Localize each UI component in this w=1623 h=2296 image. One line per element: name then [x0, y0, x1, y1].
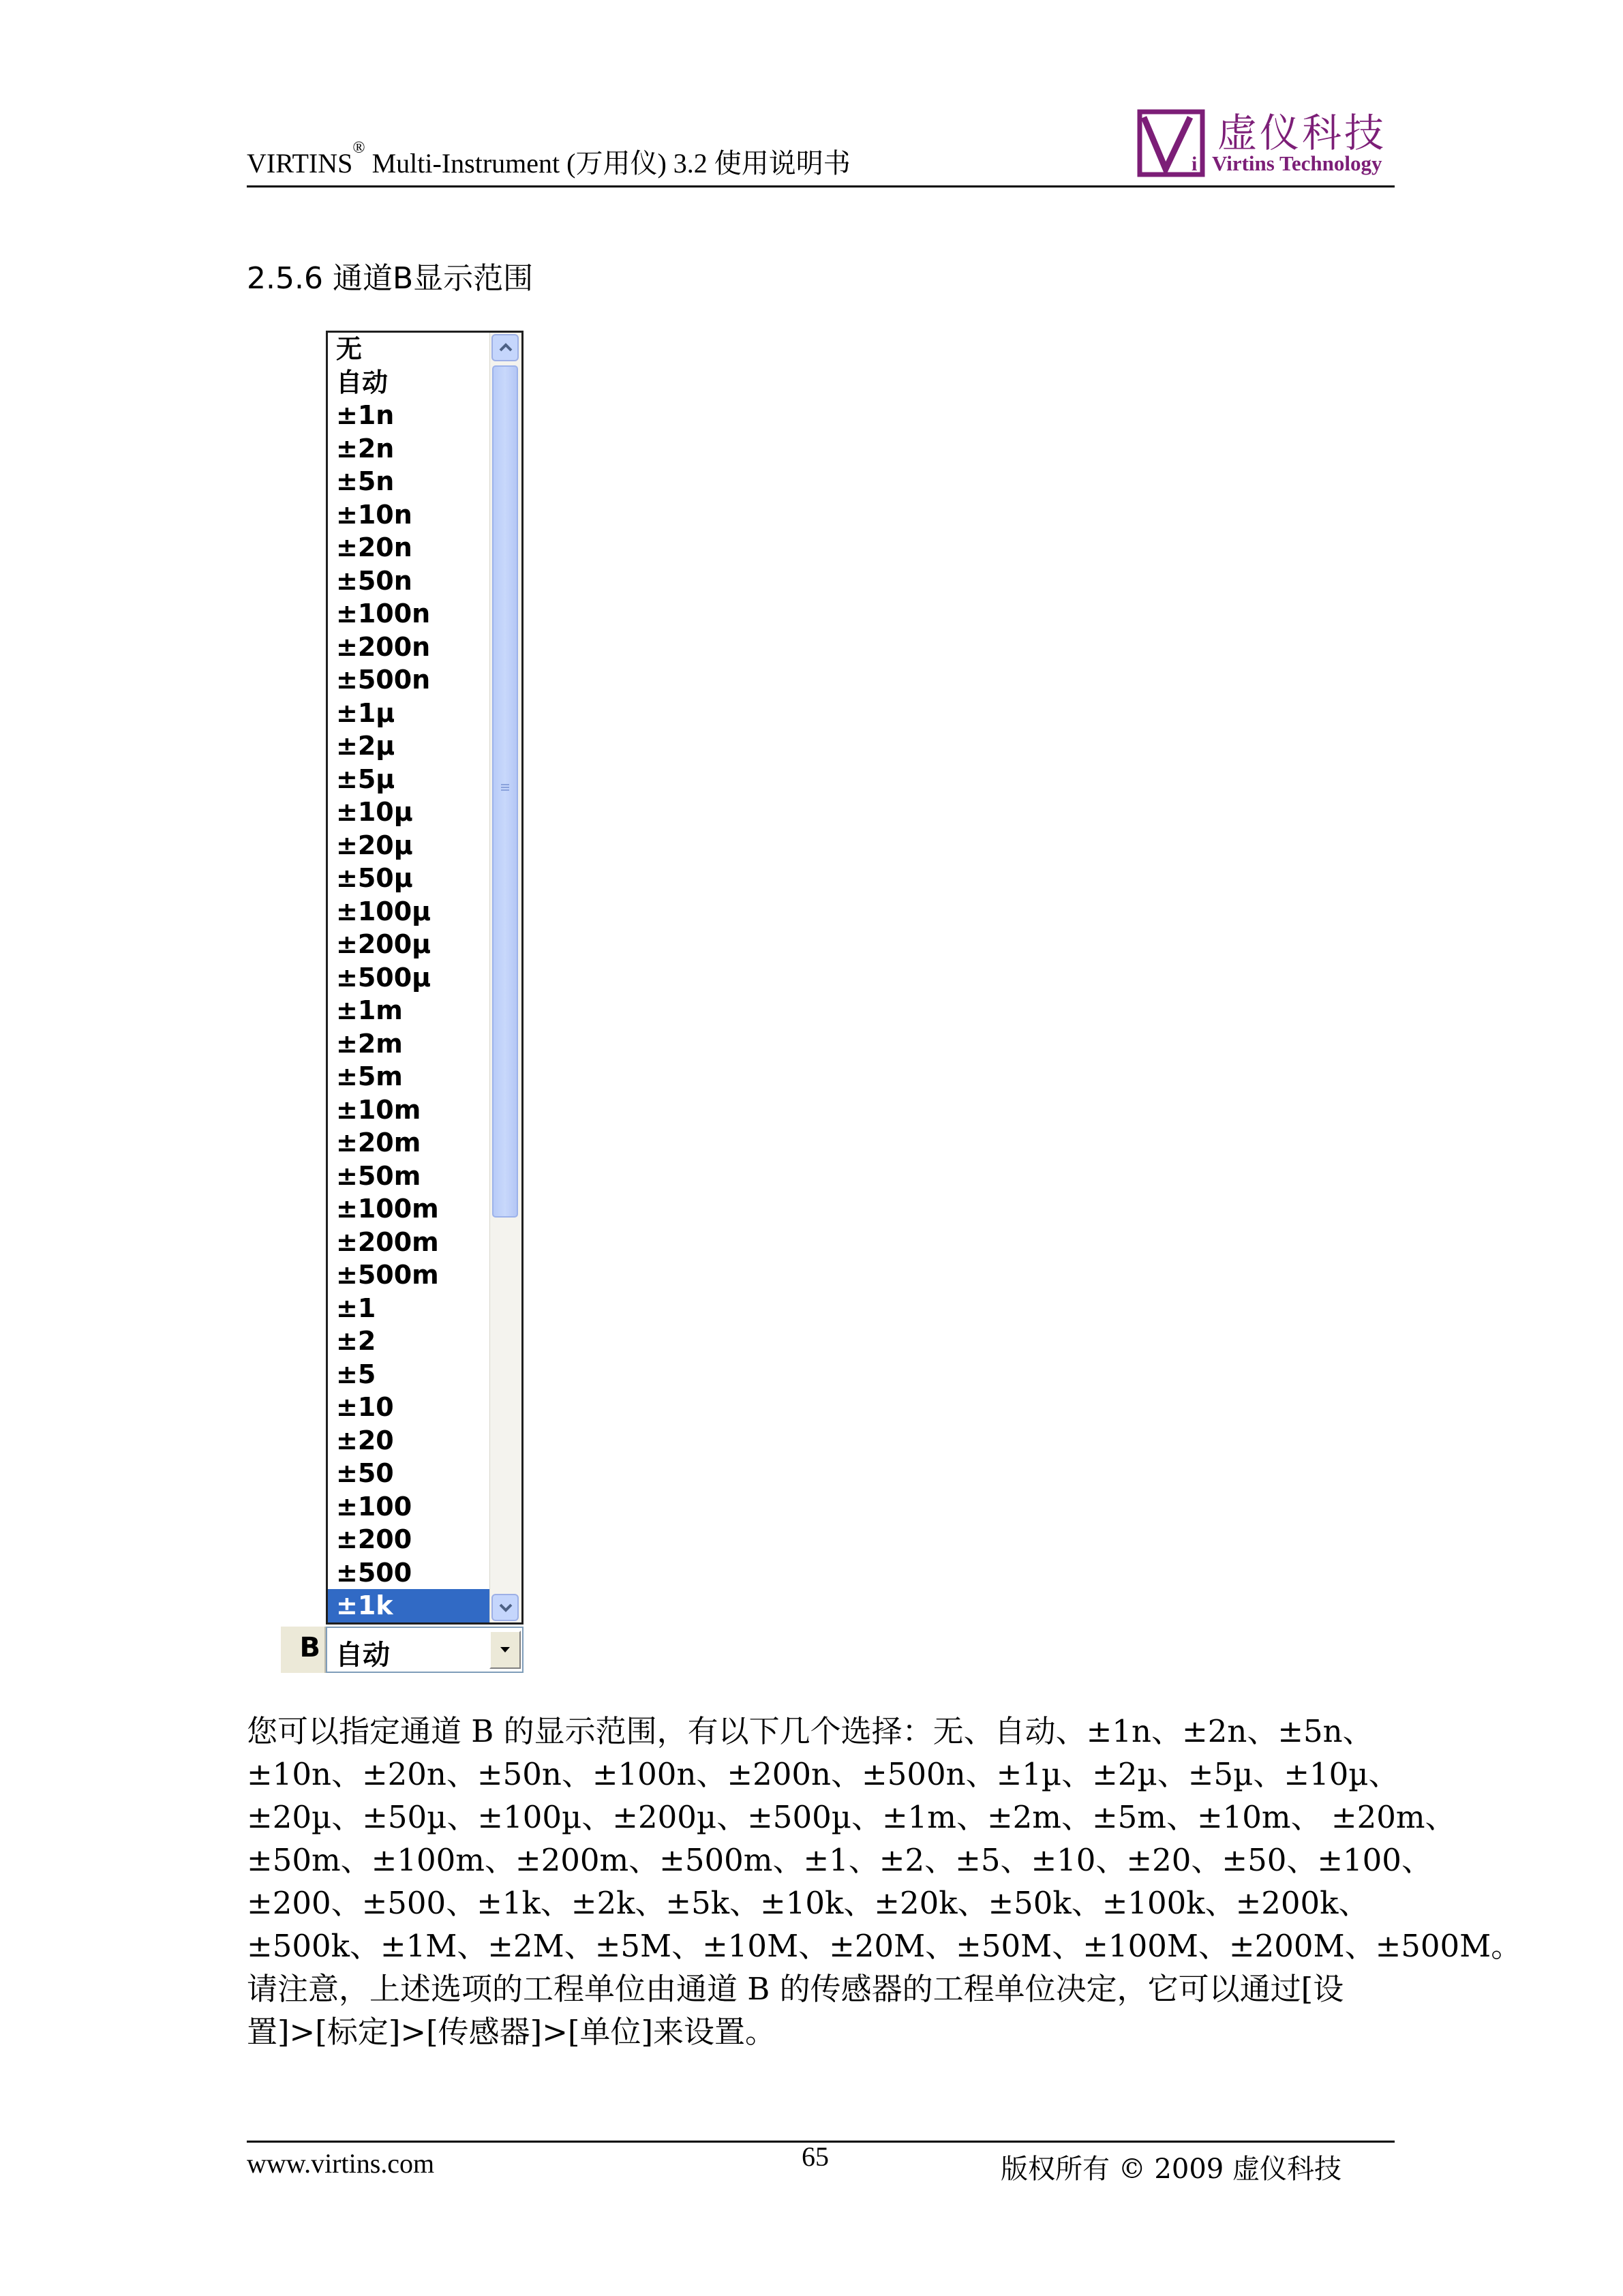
- registered-mark: ®: [352, 139, 365, 157]
- list-item[interactable]: ±1µ: [336, 697, 395, 728]
- chevron-up-icon: [498, 342, 513, 353]
- list-item[interactable]: ±1k: [328, 1589, 491, 1622]
- list-item[interactable]: ±2µ: [336, 731, 395, 761]
- range-list-items: [328, 333, 491, 1622]
- footer-copyright: 版权所有 © 2009 虚仪科技: [1001, 2154, 1341, 2185]
- logo-letter: i: [1192, 153, 1198, 175]
- virtins-logo-icon: [1137, 109, 1205, 177]
- body-line: ±50m、±100m、±200m、±500m、±1、±2、±5、±10、±20、±50、±100、: [247, 1842, 1432, 1878]
- channel-label-cell: [281, 1627, 326, 1673]
- list-item[interactable]: ±200: [336, 1524, 412, 1554]
- body-line: 您可以指定通道 B 的显示范围，有以下几个选择：无、自动、±1n、±2n、±5n、: [247, 1713, 1374, 1749]
- header-title: [247, 139, 851, 181]
- list-item[interactable]: ±5: [336, 1359, 376, 1389]
- listbox-scrollbar[interactable]: [489, 333, 521, 1622]
- body-line: ±200、±500、±1k、±2k、±5k、±10k、±20k、±50k、±100k、±200k、: [247, 1885, 1369, 1921]
- list-item[interactable]: ±20n: [336, 532, 412, 562]
- list-item[interactable]: ±20: [336, 1425, 394, 1455]
- list-item[interactable]: ±50µ: [336, 863, 413, 893]
- list-item[interactable]: ±100n: [336, 599, 431, 629]
- range-listbox[interactable]: [326, 331, 524, 1625]
- section-title: 2.5.6 通道B显示范围: [247, 261, 534, 296]
- list-item[interactable]: ±2n: [336, 433, 395, 464]
- list-item[interactable]: ±100: [336, 1491, 412, 1522]
- header-divider: [247, 185, 1395, 187]
- logo-chinese-name: 虚仪科技: [1217, 110, 1387, 156]
- body-line: 请注意，上述选项的工程单位由通道 B 的传感器的工程单位决定，它可以通过[设: [247, 1971, 1344, 2007]
- page-number: 65: [802, 2141, 829, 2172]
- list-item[interactable]: ±500m: [336, 1260, 439, 1290]
- list-item[interactable]: ±50m: [336, 1160, 421, 1191]
- list-item[interactable]: ±500µ: [336, 962, 431, 993]
- list-item[interactable]: ±1m: [336, 995, 403, 1025]
- body-line: ±500k、±1M、±2M、±5M、±10M、±20M、±50M、±100M、±200M、±500M。: [247, 1928, 1522, 1964]
- list-item[interactable]: ±20m: [336, 1128, 421, 1158]
- list-item[interactable]: ±5µ: [336, 764, 395, 794]
- channel-label: B: [299, 1632, 320, 1663]
- list-item[interactable]: ±200m: [336, 1226, 439, 1257]
- grip-icon: [500, 783, 510, 792]
- header-brand: VIRTINS: [247, 148, 353, 179]
- scroll-down-button[interactable]: [491, 1594, 519, 1621]
- list-item[interactable]: ±10µ: [336, 797, 413, 827]
- list-item[interactable]: ±500n: [336, 665, 431, 695]
- body-line: ±20µ、±50µ、±100µ、±200µ、±500µ、±1m、±2m、±5m、±10m、 ±20m、: [247, 1799, 1456, 1835]
- list-item[interactable]: ±10n: [336, 499, 412, 530]
- list-item[interactable]: ±100m: [336, 1194, 439, 1224]
- list-item[interactable]: ±50n: [336, 565, 412, 596]
- list-item[interactable]: ±500: [336, 1557, 412, 1588]
- list-item[interactable]: ±200µ: [336, 929, 431, 959]
- list-item[interactable]: ±5m: [336, 1061, 403, 1091]
- list-item[interactable]: ±100µ: [336, 896, 431, 926]
- dropdown-button[interactable]: [489, 1631, 521, 1669]
- combobox-value: 自动: [335, 1640, 390, 1671]
- list-item[interactable]: ±2: [336, 1326, 376, 1356]
- header-title-rest: Multi-Instrument (万用仪) 3.2 使用说明书: [365, 148, 851, 179]
- chevron-down-icon: [498, 1602, 513, 1613]
- body-paragraph: [247, 1710, 1522, 2053]
- list-item[interactable]: ±1: [336, 1293, 376, 1323]
- scroll-up-button[interactable]: [491, 334, 519, 361]
- list-item[interactable]: 无: [336, 334, 363, 364]
- list-item[interactable]: ±10: [336, 1392, 394, 1422]
- dropdown-arrow-icon: [499, 1646, 511, 1654]
- footer-url: www.virtins.com: [247, 2148, 435, 2179]
- list-item[interactable]: ±2m: [336, 1028, 403, 1059]
- body-line: 置]>[标定]>[传感器]>[单位]来设置。: [247, 2014, 776, 2050]
- list-item[interactable]: ±50: [336, 1458, 394, 1488]
- range-combobox[interactable]: [326, 1627, 524, 1673]
- list-item[interactable]: 自动: [336, 367, 389, 397]
- logo-english-name: Virtins Technology: [1212, 151, 1382, 175]
- list-item[interactable]: ±1n: [336, 400, 395, 430]
- list-item[interactable]: ±20µ: [336, 830, 413, 860]
- list-item[interactable]: ±5n: [336, 466, 395, 496]
- scroll-thumb[interactable]: [492, 365, 518, 1218]
- list-item[interactable]: ±200n: [336, 631, 431, 662]
- list-item[interactable]: ±10m: [336, 1094, 421, 1125]
- body-line: ±10n、±20n、±50n、±100n、±200n、±500n、±1µ、±2µ、±5µ、±10µ、: [247, 1756, 1399, 1792]
